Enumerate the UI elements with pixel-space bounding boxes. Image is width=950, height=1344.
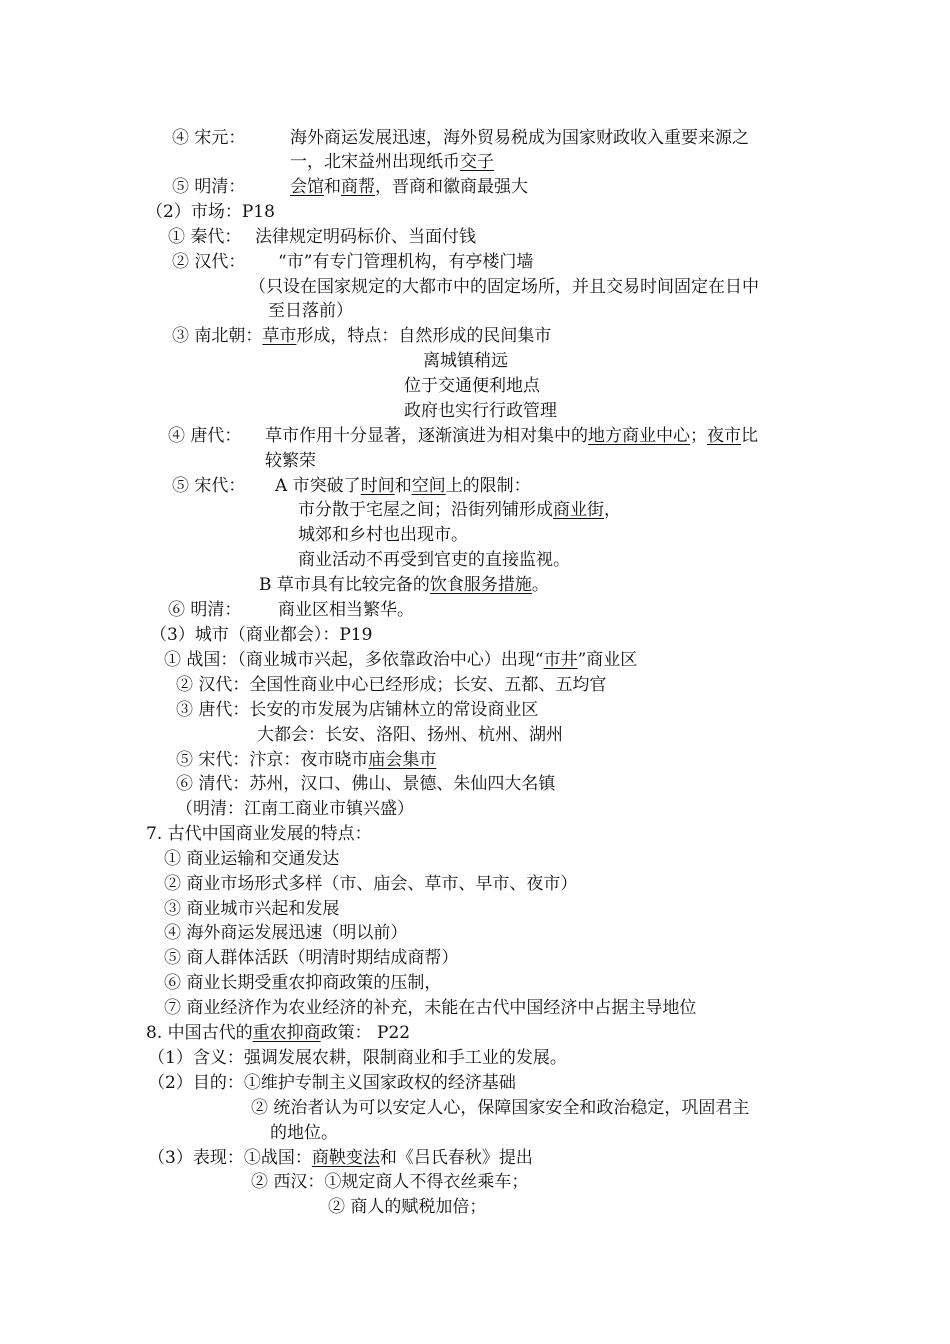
text: 商业区相当繁华。	[278, 600, 414, 620]
text-line: （1）含义：强调发展农耕，限制商业和手工业的发展。	[148, 1048, 567, 1068]
label: ⑥ 明清：	[168, 600, 242, 620]
underlined-term: 草市	[262, 326, 297, 346]
text: 和《吕氏春秋》提出	[379, 1148, 533, 1168]
text-line: 城郊和乡村也出现市。	[298, 525, 468, 545]
text: A 市突破了	[275, 476, 361, 496]
section-heading: （3）城市（商业都会）：P19	[150, 625, 373, 645]
label: ⑤ 宋代：	[172, 476, 246, 496]
text-line: 的地位。	[270, 1123, 338, 1143]
text-line: ③ 唐代：长安的市发展为店铺林立的常设商业区	[176, 700, 539, 720]
text-line	[168, 425, 241, 447]
list-item: ⑥ 商业长期受重农抑商政策的压制，	[164, 973, 442, 993]
underlined-term: 夜市	[707, 426, 741, 446]
text: 比	[741, 426, 758, 446]
list-item: ④ 海外商运发展迅速（明以前）	[164, 923, 408, 943]
text-line: ② 西汉：①规定商人不得衣丝乘车；	[251, 1172, 529, 1192]
text-line: （只设在国家规定的大都市中的固定场所，并且交易时间固定在日中	[249, 277, 759, 297]
text-line	[164, 649, 637, 671]
section-heading	[146, 1022, 410, 1044]
text-line: 至日落前）	[268, 301, 353, 321]
label: ③ 南北朝：	[172, 326, 263, 346]
text-line	[176, 749, 436, 771]
underlined-term: 庙会集市	[368, 750, 437, 770]
text: （3）表现：①战国：	[148, 1148, 312, 1168]
text: 。	[531, 575, 549, 595]
label: ② 汉代：	[172, 252, 246, 272]
text: 和	[324, 177, 341, 197]
text-line	[278, 251, 533, 273]
list-item: ② 商业市场形式多样（市、庙会、草市、早市、夜市）	[164, 874, 578, 894]
text-line: 较繁荣	[265, 451, 316, 471]
text-line	[290, 151, 494, 173]
underlined-term: 重农抑商	[252, 1023, 321, 1043]
text-line: 位于交通便利地点	[404, 376, 540, 396]
label: ④ 宋元：	[172, 128, 246, 148]
list-item: ⑦ 商业经济作为农业经济的补充，未能在古代中国经济中占据主导地位	[164, 998, 697, 1018]
underlined-term: 地方商业中心	[588, 426, 690, 446]
underlined-term: 时间	[360, 476, 395, 496]
text: 和	[394, 476, 412, 496]
text: ；	[690, 426, 707, 446]
text-line	[148, 1147, 533, 1169]
text-line	[172, 176, 245, 198]
text-line: 商业活动不再受到官吏的直接监视。	[298, 550, 570, 570]
underlined-term: 饮食服务措施	[429, 575, 532, 595]
text: 法律规定明码标价、当面付钱	[255, 227, 476, 247]
text-line	[172, 251, 245, 273]
text: ① 战国：（商业城市兴起，多依靠政治中心）出现“	[164, 650, 544, 670]
label: ④ 唐代：	[168, 426, 242, 446]
text: “市”有专门管理机构，有亭楼门墙	[278, 252, 534, 272]
text-line	[298, 499, 621, 521]
text-line	[172, 127, 245, 149]
text: 海外商运发展迅速，海外贸易税成为国家财政收入重要来源之	[290, 128, 749, 148]
text: 8. 中国古代的	[146, 1023, 253, 1043]
list-item: ③ 商业城市兴起和发展	[164, 899, 340, 919]
text: ”商业区	[577, 650, 638, 670]
text-line	[172, 475, 245, 497]
text-line: （2）目的：①维护专制主义国家政权的经济基础	[148, 1073, 516, 1093]
text: 草市作用十分显著，逐渐演进为相对集中的	[265, 426, 588, 446]
text-line: ② 统治者认为可以安定人心，保障国家安全和政治稳定，巩固君主	[251, 1098, 750, 1118]
underlined-term: 商帮	[341, 177, 375, 197]
text-line	[278, 599, 414, 621]
label: ⑤ 明清：	[172, 177, 246, 197]
text-line: （明清：江南工商业市镇兴盛）	[176, 799, 414, 819]
text-line	[275, 475, 531, 497]
list-item: ⑤ 商人群体活跃（明清时期结成商帮）	[164, 948, 459, 968]
text: 市分散于宅屋之间；沿街列铺形成	[298, 500, 553, 520]
text: 上的限制：	[445, 476, 531, 496]
text-line: 大都会：长安、洛阳、扬州、杭州、湖州	[257, 725, 563, 745]
underlined-term: 空间	[411, 476, 446, 496]
text-line: ② 商人的赋税加倍；	[328, 1197, 487, 1217]
text-line	[290, 127, 749, 149]
text: 形成，特点：自然形成的民间集市	[296, 326, 552, 346]
text-line	[265, 425, 758, 447]
section-heading: 7. 古代中国商业发展的特点：	[146, 824, 372, 844]
text: ，	[604, 500, 621, 520]
text-line: ⑥ 清代：苏州，汉口、佛山、景德、朱仙四大名镇	[176, 774, 556, 794]
text-line: 离城镇稍远	[423, 351, 508, 371]
underlined-term: 交子	[460, 152, 494, 172]
text-line	[290, 176, 528, 198]
underlined-term: 市井	[543, 650, 578, 670]
underlined-term: 商业街	[553, 500, 604, 520]
text-line: 政府也实行行政管理	[404, 401, 557, 421]
text-line: ② 汉代：全国性商业中心已经形成；长安、五都、五均官	[176, 675, 607, 695]
label: ① 秦代：	[168, 227, 242, 247]
text: ⑤ 宋代：汴京：夜市晓市	[176, 750, 369, 770]
list-item: ① 商业运输和交通发达	[164, 849, 340, 869]
text: 政策： P22	[320, 1023, 411, 1043]
text-line	[168, 226, 241, 248]
text-line	[168, 599, 241, 621]
text: B 草市具有比较完备的	[259, 575, 430, 595]
underlined-term: 商鞅变法	[311, 1148, 380, 1168]
text: 一，北宋益州出现纸币	[290, 152, 460, 172]
text-line	[255, 226, 476, 248]
underlined-term: 会馆	[290, 177, 324, 197]
section-heading: （2）市场：P18	[146, 202, 275, 222]
text: ，晋商和徽商最强大	[375, 177, 528, 197]
text-line	[172, 325, 551, 347]
text-line	[259, 574, 549, 596]
